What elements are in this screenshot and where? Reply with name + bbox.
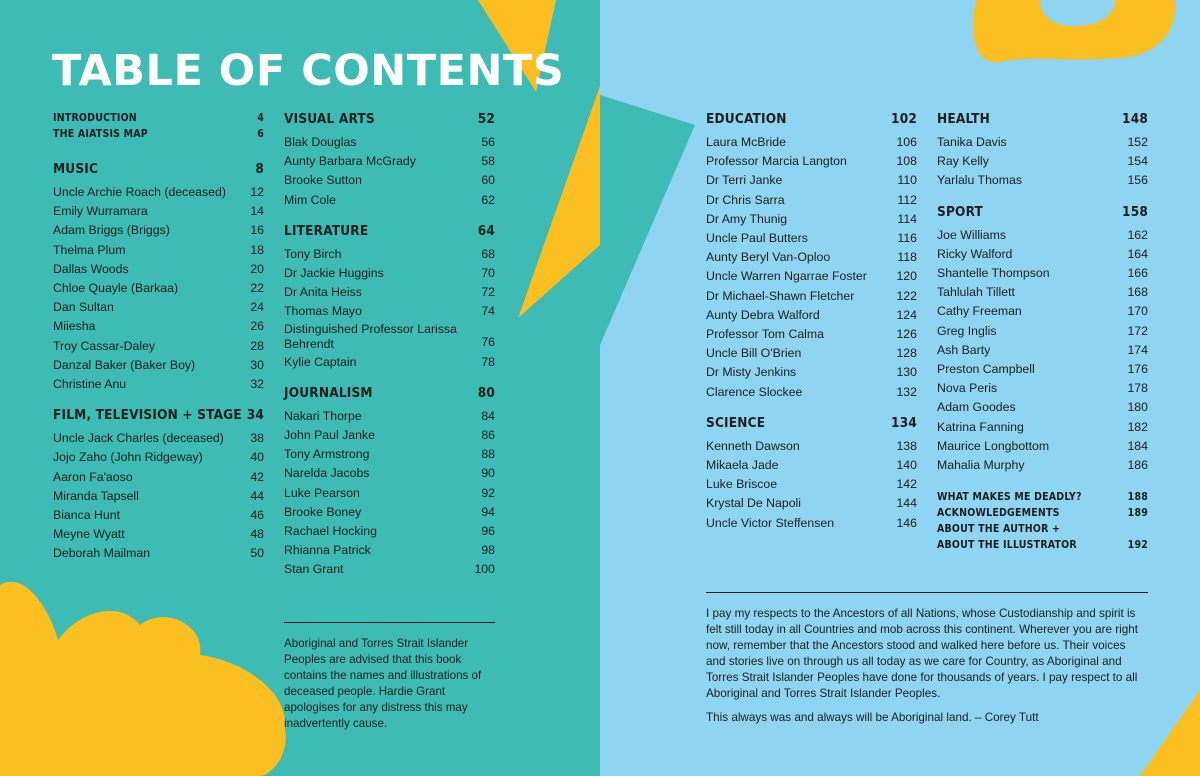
right-page <box>600 0 1200 776</box>
section-page-number: 34 <box>246 407 264 424</box>
entry-page-number: 96 <box>481 524 495 539</box>
section-heading[interactable] <box>937 110 1148 129</box>
entry-page-number: 118 <box>897 250 917 265</box>
entry-name: Adam Goodes <box>937 400 1016 415</box>
entry-name: Professor Tom Calma <box>706 327 824 342</box>
toc-entry[interactable] <box>937 360 1148 379</box>
entry-page-number: 156 <box>1127 173 1148 188</box>
toc-entry[interactable] <box>706 229 917 248</box>
toc-section-journalism <box>284 384 495 580</box>
entry-name: Miiesha <box>53 319 96 334</box>
entry-page-number: 182 <box>1127 419 1148 434</box>
entry-name: Uncle Jack Charles (deceased) <box>53 431 224 446</box>
section-page-number: 134 <box>891 414 917 431</box>
teal-bleed-shape <box>600 95 695 345</box>
toc-entry[interactable] <box>284 353 495 372</box>
entry-name: Mim Cole <box>284 192 336 207</box>
toc-entry[interactable] <box>53 487 264 506</box>
toc-entry[interactable] <box>706 152 917 171</box>
toc-entry[interactable] <box>284 426 495 445</box>
yellow-flower-shape <box>0 582 286 776</box>
toc-entry[interactable] <box>53 429 264 448</box>
entry-name: Thelma Plum <box>53 242 126 257</box>
entry-page-number: 22 <box>250 281 264 296</box>
toc-back-matter-item[interactable]: ABOUT THE ILLUSTRATOR 192 <box>937 539 1148 552</box>
toc-entry[interactable] <box>937 341 1148 360</box>
entry-page-number: 12 <box>250 185 264 199</box>
entry-name: Dr Jackie Huggins <box>284 266 384 281</box>
section-title: FILM, TELEVISION + STAGE <box>53 407 242 424</box>
entry-name: Joe Williams <box>937 227 1007 242</box>
entry-name: Professor Marcia Langton <box>706 154 847 169</box>
entry-name: Danzal Baker (Baker Boy) <box>53 357 196 372</box>
entry-name: Uncle Warren Ngarrae Foster <box>706 269 867 284</box>
entry-name: Tanika Davis <box>937 135 1007 149</box>
entry-name: John Paul Janke <box>284 428 375 443</box>
entry-name: Deborah Mailman <box>53 546 151 561</box>
entry-name: Dr Michael-Shawn Fletcher <box>706 288 855 303</box>
section-page-number: 102 <box>891 111 917 127</box>
entry-page-number: 166 <box>1127 266 1148 281</box>
section-page-number: 80 <box>477 384 495 401</box>
toc-entry[interactable] <box>53 183 264 202</box>
entry-name: Tony Armstrong <box>284 447 370 462</box>
toc-entry[interactable] <box>53 506 264 525</box>
toc-entry[interactable] <box>706 383 917 402</box>
entry-page-number: 38 <box>250 431 264 446</box>
toc-entry[interactable] <box>706 344 917 363</box>
entry-page-number: 168 <box>1127 285 1148 300</box>
entry-name: Aunty Beryl Van-Oploo <box>706 250 831 265</box>
entry-page-number: 20 <box>250 261 264 276</box>
entry-page-number: 18 <box>250 242 264 257</box>
section-heading[interactable] <box>706 110 917 129</box>
toc-entry[interactable] <box>284 464 495 483</box>
toc-entry[interactable] <box>937 226 1148 245</box>
entry-page-number: 122 <box>896 288 917 303</box>
entry-name: Nova Peris <box>937 381 998 396</box>
toc-entry[interactable] <box>937 456 1148 475</box>
toc-back-matter <box>937 489 1148 553</box>
entry-page-number: 92 <box>481 485 495 500</box>
toc-entry[interactable] <box>937 437 1148 456</box>
section-heading[interactable] <box>284 110 495 129</box>
entry-name: Laura McBride <box>706 135 786 149</box>
entry-page-number: 124 <box>896 307 917 322</box>
entry-page-number: 16 <box>250 223 264 238</box>
entry-page-number: 72 <box>481 285 495 300</box>
entry-name: Miranda Tapsell <box>53 488 139 503</box>
entry-page-number: 88 <box>481 447 495 462</box>
toc-entry[interactable] <box>706 514 917 533</box>
toc-entry[interactable] <box>937 264 1148 283</box>
toc-entry[interactable] <box>284 522 495 541</box>
entry-name: Jojo Zaho (John Ridgeway) <box>53 450 203 465</box>
toc-entry[interactable] <box>284 264 495 283</box>
toc-entry[interactable] <box>937 398 1148 417</box>
toc-entry[interactable] <box>284 503 495 522</box>
toc-entry[interactable] <box>706 475 917 494</box>
toc-section-visual-arts <box>284 110 495 210</box>
toc-column-3 <box>706 110 917 533</box>
toc-entry[interactable] <box>937 322 1148 341</box>
entry-name: Shantelle Thompson <box>937 266 1050 281</box>
toc-front-matter-item[interactable]: INTRODUCTION 4 <box>53 112 264 124</box>
toc-entry[interactable] <box>937 379 1148 398</box>
entry-name: Krystal De Napoli <box>706 496 801 511</box>
toc-entry[interactable] <box>284 152 495 171</box>
entry-name: Chloe Quayle (Barkaa) <box>53 281 179 296</box>
toc-entry[interactable] <box>937 133 1148 152</box>
entry-page-number: 138 <box>896 438 917 453</box>
toc-entry[interactable] <box>53 375 264 394</box>
entry-name: Katrina Fanning <box>937 419 1024 434</box>
entry-page-number: 114 <box>897 211 917 226</box>
section-title: LITERATURE <box>284 222 369 239</box>
toc-entry[interactable] <box>937 283 1148 302</box>
entry-page-number: 44 <box>250 488 264 503</box>
toc-entry[interactable] <box>53 468 264 487</box>
entry-page-number: 94 <box>481 504 495 519</box>
section-title: VISUAL ARTS <box>284 111 375 127</box>
entry-name: Dr Anita Heiss <box>284 285 362 300</box>
entry-page-number: 132 <box>896 384 917 399</box>
toc-entry[interactable] <box>284 302 495 321</box>
entry-page-number: 186 <box>1127 458 1148 473</box>
toc-entry[interactable] <box>706 287 917 306</box>
entry-name: Mahalia Murphy <box>937 458 1025 473</box>
entry-page-number: 58 <box>481 154 495 169</box>
entry-page-number: 130 <box>896 365 917 380</box>
toc-back-matter-item[interactable]: ACKNOWLEDGEMENTS 189 <box>937 507 1148 520</box>
entry-page-number: 76 <box>481 335 495 350</box>
toc-entry[interactable] <box>706 171 917 190</box>
entry-name: Uncle Paul Butters <box>706 231 808 246</box>
toc-entry[interactable] <box>53 356 264 375</box>
toc-column-4 <box>937 110 1148 553</box>
toc-entry[interactable] <box>53 544 264 563</box>
divider-rule <box>284 622 495 623</box>
entry-page-number: 108 <box>896 154 917 169</box>
toc-entry[interactable] <box>53 317 264 336</box>
entry-page-number: 180 <box>1127 400 1148 415</box>
toc-entry[interactable] <box>284 322 495 353</box>
toc-back-matter-item[interactable]: WHAT MAKES ME DEADLY? 188 <box>937 491 1148 504</box>
yellow-triangle-right <box>518 86 600 318</box>
toc-section-health <box>937 110 1148 191</box>
entry-name: Mikaela Jade <box>706 458 779 473</box>
section-page-number: 8 <box>255 161 264 177</box>
entry-name: Thomas Mayo <box>284 304 362 319</box>
entry-page-number: 106 <box>896 135 917 149</box>
entry-page-number: 142 <box>896 477 917 492</box>
entry-page-number: 174 <box>1127 342 1148 357</box>
toc-entry[interactable] <box>284 541 495 560</box>
toc-entry[interactable] <box>284 445 495 464</box>
entry-page-number: 62 <box>481 192 495 207</box>
deceased-disclaimer: Aboriginal and Torres Strait Islander Peoples are advised that this book contains the names and illustrations of deceased people. Hardie Grant apologises for any distress this may inadvertently cause. <box>284 637 482 730</box>
section-heading[interactable] <box>53 406 264 425</box>
toc-entry[interactable] <box>706 248 917 267</box>
entry-name: Blak Douglas <box>284 135 357 149</box>
entry-page-number: 32 <box>250 377 264 392</box>
entry-page-number: 28 <box>250 338 264 353</box>
toc-entry[interactable] <box>53 202 264 221</box>
toc-section-sport <box>937 203 1148 476</box>
toc-entry[interactable] <box>53 525 264 544</box>
section-page-number: 158 <box>1122 203 1148 220</box>
entry-name: Meyne Wyatt <box>53 527 125 542</box>
entry-page-number: 56 <box>481 135 495 149</box>
toc-entry[interactable] <box>284 191 495 210</box>
entry-page-number: 154 <box>1127 154 1148 169</box>
entry-page-number: 172 <box>1127 323 1148 338</box>
entry-name: Distinguished Professor Larissa Behrendt <box>284 321 457 352</box>
section-title: EDUCATION <box>706 111 787 127</box>
entry-page-number: 60 <box>481 173 495 188</box>
entry-page-number: 24 <box>250 300 264 315</box>
entry-page-number: 86 <box>481 428 495 443</box>
yellow-corner-shape <box>1140 690 1200 776</box>
toc-front-matter-item[interactable]: THE AIATSIS MAP 6 <box>53 128 264 140</box>
entry-name: Nakari Thorpe <box>284 408 362 423</box>
acknowledgement-paragraph: I pay my respects to the Ancestors of all Nations, whose Custodianship and spirit is felt still today in all Countries and mob across this continent. Wherever you are right now, remember that the Ancestors stood and walked here before us. Their voices and stories live on through us all today as we care for Country, as Aboriginal and Torres Strait Islander Peoples have done for thousands of years. I pay respect to all Aboriginal and Torres Strait Islander Peoples. <box>706 607 1138 700</box>
entry-name: Aaron Fa'aoso <box>53 469 133 484</box>
entry-page-number: 170 <box>1127 304 1148 319</box>
entry-page-number: 26 <box>250 319 264 334</box>
section-title: SCIENCE <box>706 414 766 431</box>
toc-entry[interactable] <box>937 418 1148 437</box>
entry-page-number: 140 <box>896 458 917 473</box>
entry-name: Uncle Bill O'Brien <box>706 346 802 361</box>
entry-name: Stan Grant <box>284 562 344 577</box>
toc-entry[interactable] <box>706 306 917 325</box>
entry-name: Dr Misty Jenkins <box>706 365 797 380</box>
entry-page-number: 128 <box>896 346 917 361</box>
entry-name: Clarence Slockee <box>706 384 803 399</box>
entry-page-number: 46 <box>250 508 264 523</box>
entry-name: Cathy Freeman <box>937 304 1022 319</box>
entry-name: Dr Amy Thunig <box>706 211 788 226</box>
entry-name: Emily Wurramara <box>53 204 148 219</box>
toc-entry[interactable] <box>53 221 264 240</box>
toc-column-2 <box>284 110 495 580</box>
entry-page-number: 30 <box>250 357 264 372</box>
yellow-ring-shape <box>973 0 1175 62</box>
entry-name: Kylie Captain <box>284 354 357 369</box>
entry-page-number: 48 <box>250 527 264 542</box>
entry-page-number: 74 <box>481 304 495 319</box>
toc-entry[interactable] <box>284 133 495 152</box>
entry-name: Kenneth Dawson <box>706 438 800 453</box>
entry-name: Uncle Archie Roach (deceased) <box>53 185 226 199</box>
entry-name: Dr Terri Janke <box>706 173 783 188</box>
entry-page-number: 162 <box>1127 227 1148 242</box>
entry-name: Aunty Debra Walford <box>706 307 820 322</box>
toc-entry[interactable] <box>53 260 264 279</box>
entry-page-number: 116 <box>897 231 917 246</box>
entry-name: Dallas Woods <box>53 261 129 276</box>
entry-page-number: 78 <box>481 354 495 369</box>
toc-entry[interactable] <box>284 484 495 503</box>
toc-entry[interactable] <box>284 283 495 302</box>
section-title: JOURNALISM <box>284 384 373 401</box>
entry-page-number: 110 <box>897 173 917 188</box>
entry-name: Ash Barty <box>937 342 991 357</box>
entry-page-number: 90 <box>481 466 495 481</box>
entry-name: Rachael Hocking <box>284 524 377 539</box>
page-title: TABLE OF CONTENTS <box>52 46 565 96</box>
entry-name: Adam Briggs (Briggs) <box>53 223 170 238</box>
toc-section-science <box>706 414 917 533</box>
toc-entry[interactable] <box>53 298 264 317</box>
toc-entry[interactable] <box>706 494 917 513</box>
entry-page-number: 68 <box>481 246 495 261</box>
entry-name: Uncle Victor Steffensen <box>706 515 835 530</box>
toc-entry[interactable] <box>53 337 264 356</box>
section-page-number: 52 <box>477 111 495 127</box>
section-heading[interactable] <box>937 203 1148 222</box>
entry-page-number: 42 <box>250 469 264 484</box>
entry-name: Brooke Boney <box>284 504 362 519</box>
entry-page-number: 152 <box>1127 135 1148 149</box>
toc-entry[interactable] <box>706 325 917 344</box>
toc-entry[interactable] <box>706 363 917 382</box>
section-title: SPORT <box>937 203 984 220</box>
entry-name: Dan Sultan <box>53 300 114 315</box>
section-heading[interactable] <box>284 222 495 241</box>
divider-rule <box>706 592 1148 593</box>
entry-page-number: 184 <box>1127 438 1148 453</box>
section-title: HEALTH <box>937 111 991 127</box>
entry-page-number: 178 <box>1127 381 1148 396</box>
section-title: MUSIC <box>53 161 99 177</box>
entry-page-number: 50 <box>250 546 264 561</box>
toc-entry[interactable] <box>706 210 917 229</box>
entry-name: Bianca Hunt <box>53 508 120 523</box>
entry-page-number: 164 <box>1127 246 1148 261</box>
entry-page-number: 14 <box>250 204 264 219</box>
entry-page-number: 70 <box>481 266 495 281</box>
toc-entry[interactable] <box>937 245 1148 264</box>
toc-entry[interactable] <box>53 448 264 467</box>
toc-section-literature <box>284 222 495 372</box>
acknowledgement-closing: This always was and always will be Aboriginal land. – Corey Tutt <box>706 711 1039 724</box>
entry-page-number: 40 <box>250 450 264 465</box>
entry-page-number: 144 <box>896 496 917 511</box>
entry-page-number: 120 <box>896 269 917 284</box>
toc-section-music <box>53 160 264 394</box>
toc-entry[interactable] <box>284 407 495 426</box>
entry-page-number: 176 <box>1127 362 1148 377</box>
toc-entry[interactable] <box>706 456 917 475</box>
toc-entry[interactable] <box>53 241 264 260</box>
entry-name: Narelda Jacobs <box>284 466 370 481</box>
entry-name: Ricky Walford <box>937 246 1013 261</box>
entry-name: Troy Cassar-Daley <box>53 338 156 353</box>
toc-column-1 <box>53 110 264 564</box>
section-heading[interactable] <box>284 384 495 403</box>
entry-name: Dr Chris Sarra <box>706 192 785 207</box>
entry-name: Rhianna Patrick <box>284 543 371 558</box>
entry-name: Tahlulah Tillett <box>937 285 1015 300</box>
toc-entry[interactable] <box>706 437 917 456</box>
entry-name: Brooke Sutton <box>284 173 362 188</box>
entry-page-number: 100 <box>474 562 495 577</box>
toc-entry[interactable] <box>937 302 1148 321</box>
entry-name: Christine Anu <box>53 377 127 392</box>
section-heading[interactable] <box>706 414 917 433</box>
section-heading[interactable] <box>53 160 264 179</box>
toc-back-matter-item[interactable]: ABOUT THE AUTHOR + <box>937 523 1061 536</box>
entry-name: Yarlalu Thomas <box>937 173 1022 188</box>
entry-name: Preston Campbell <box>937 362 1035 377</box>
toc-entry[interactable] <box>706 133 917 152</box>
entry-name: Aunty Barbara McGrady <box>284 154 416 169</box>
entry-page-number: 126 <box>896 327 917 342</box>
entry-page-number: 98 <box>481 543 495 558</box>
entry-name: Tony Birch <box>284 246 342 261</box>
toc-entry[interactable] <box>706 267 917 286</box>
toc-section-education <box>706 110 917 402</box>
entry-page-number: 146 <box>896 515 917 530</box>
entry-name: Greg Inglis <box>937 323 997 338</box>
acknowledgement-of-country <box>706 606 1148 734</box>
toc-entry[interactable] <box>937 171 1148 190</box>
toc-entry[interactable] <box>284 245 495 264</box>
toc-section-film <box>53 406 264 563</box>
entry-name: Luke Briscoe <box>706 477 778 492</box>
entry-name: Luke Pearson <box>284 485 360 500</box>
toc-entry[interactable] <box>937 152 1148 171</box>
entry-page-number: 84 <box>481 408 495 423</box>
toc-entry[interactable] <box>706 191 917 210</box>
toc-entry[interactable] <box>53 279 264 298</box>
entry-name: Ray Kelly <box>937 154 989 169</box>
section-page-number: 148 <box>1122 111 1148 127</box>
toc-entry[interactable] <box>284 171 495 190</box>
entry-name: Maurice Longbottom <box>937 438 1050 453</box>
toc-entry[interactable] <box>284 560 495 579</box>
entry-page-number: 112 <box>897 192 917 207</box>
section-page-number: 64 <box>477 222 495 239</box>
